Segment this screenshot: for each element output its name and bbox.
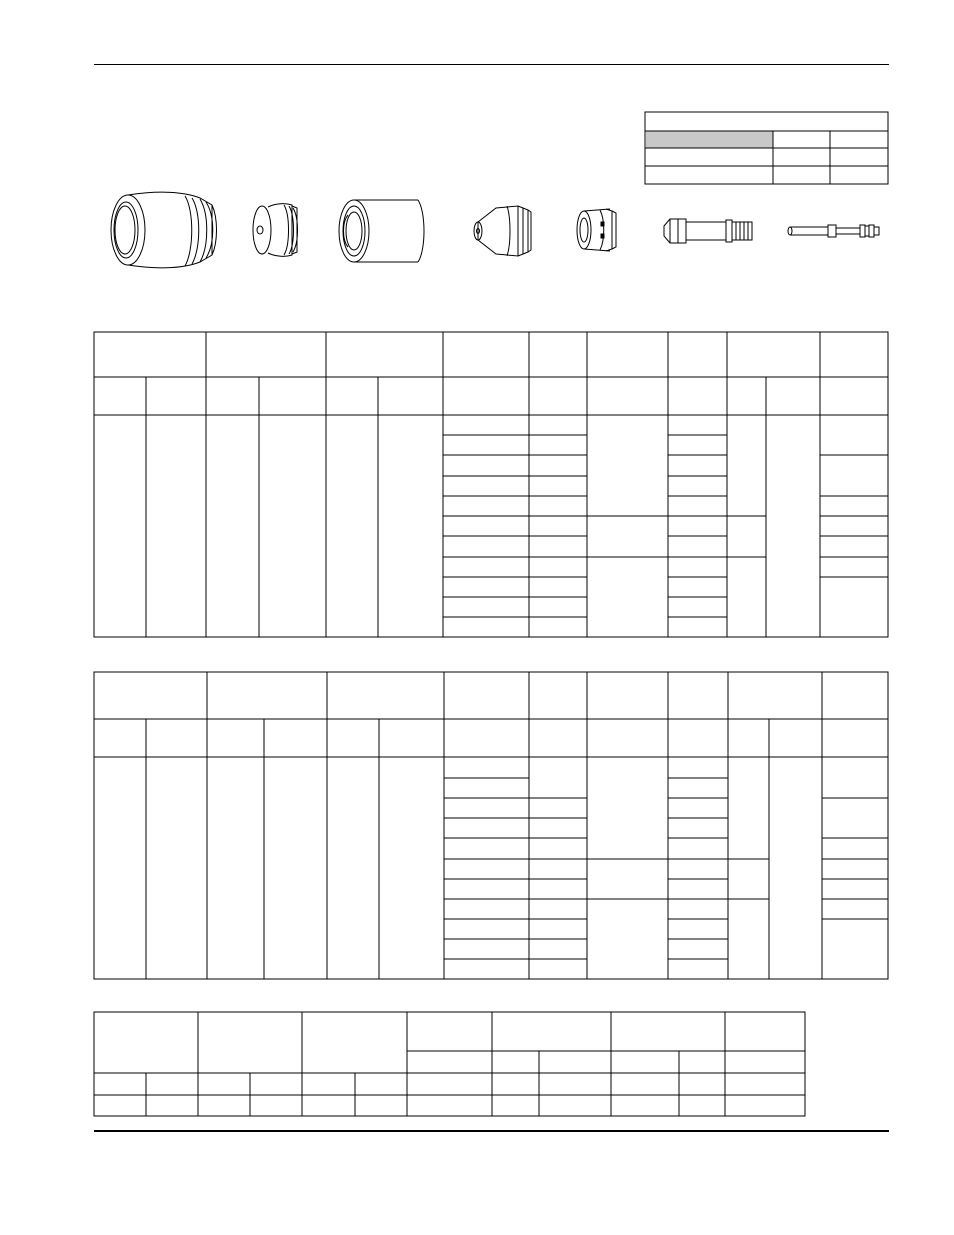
swirl-ring-icon	[577, 209, 616, 251]
process-table-2	[94, 672, 888, 979]
summary-table	[94, 1012, 805, 1116]
legend-header-shade	[646, 131, 773, 148]
legend-table	[645, 112, 888, 184]
water-tube-icon	[788, 225, 879, 237]
process-table-1	[94, 332, 888, 637]
shield-cap-icon	[253, 204, 298, 257]
shield-icon	[111, 192, 217, 268]
footer-rule	[94, 1130, 889, 1132]
retaining-cap-icon	[339, 200, 424, 262]
electrode-icon	[664, 219, 752, 243]
nozzle-icon	[474, 206, 531, 256]
